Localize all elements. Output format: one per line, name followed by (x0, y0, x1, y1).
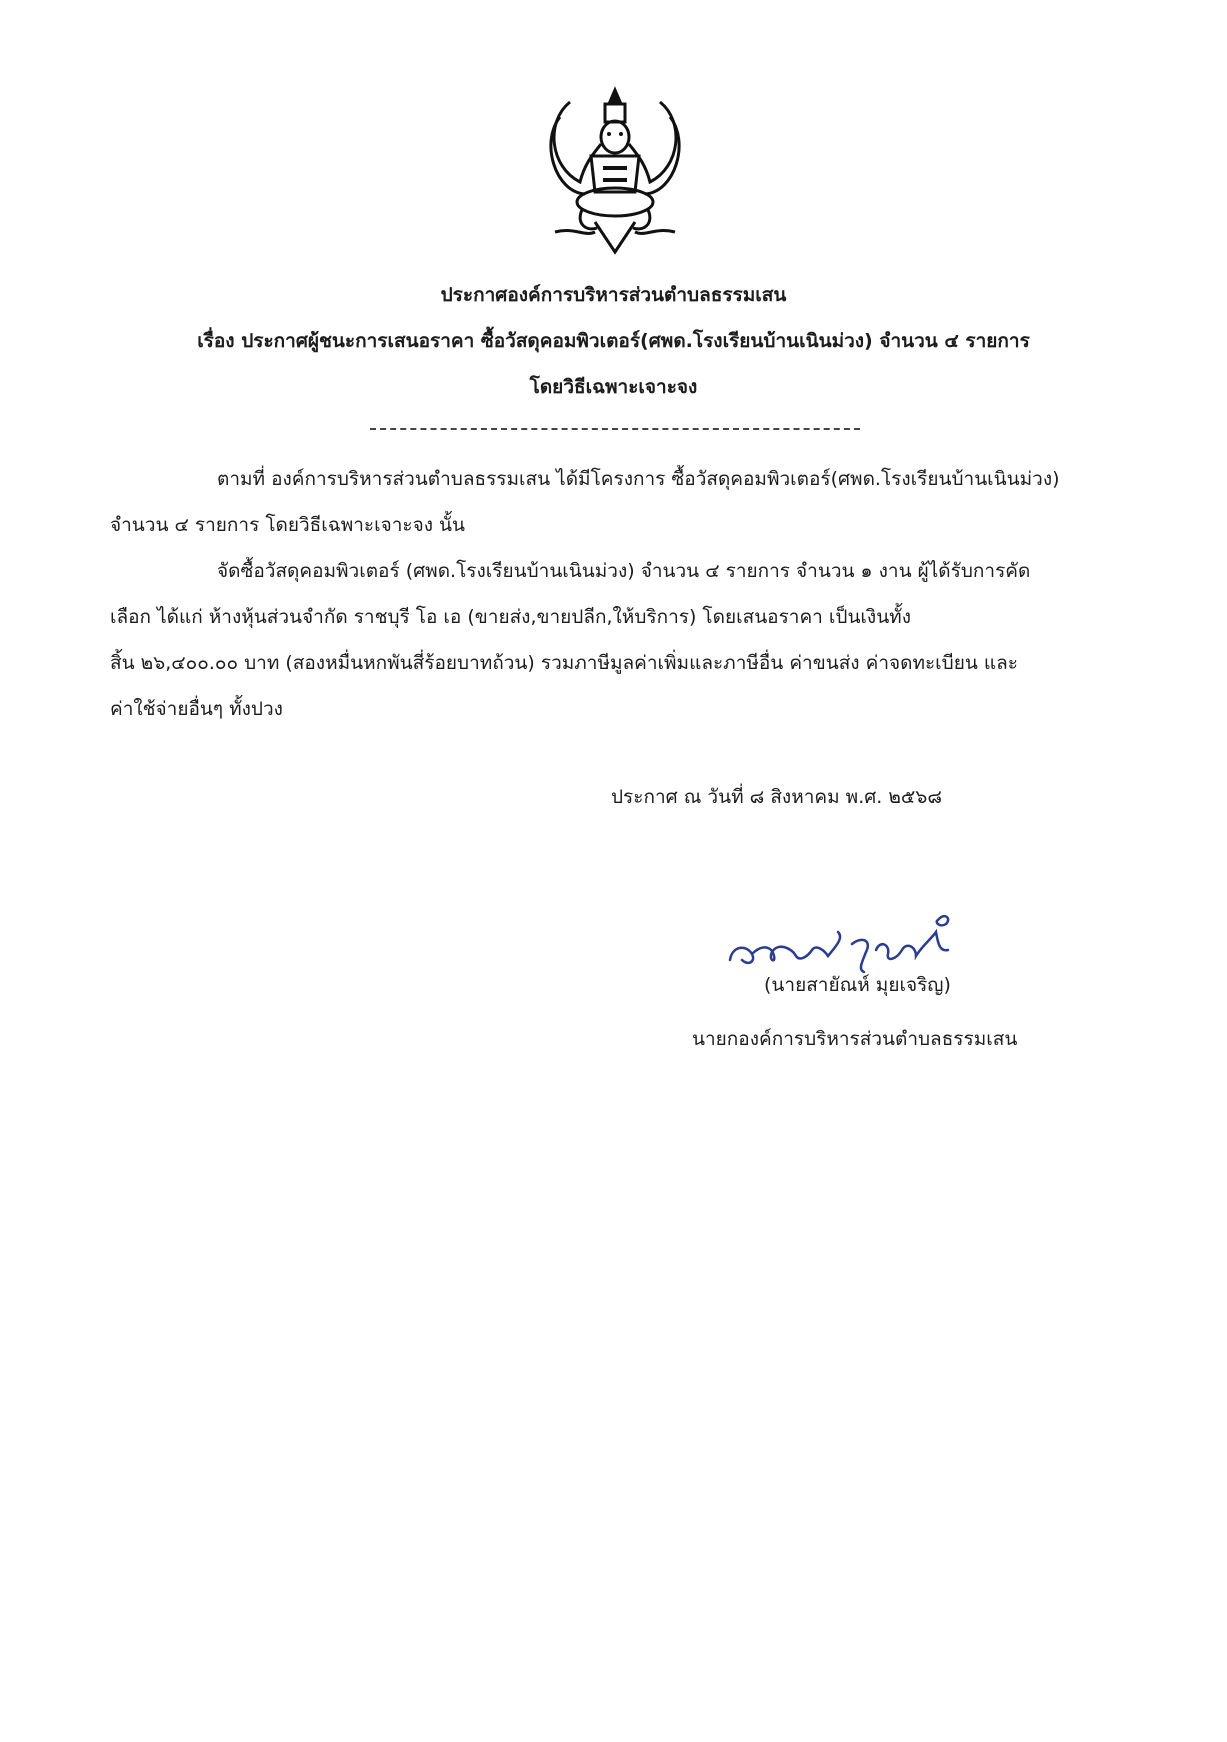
paragraph-1-line-2: จำนวน ๔ รายการ โดยวิธีเฉพาะเจาะจง นั้น (110, 514, 466, 536)
paragraph-2-line-2: เลือก ได้แก่ ห้างหุ้นส่วนจำกัด ราชบุรี โอ เอ (ขายส่ง,ขายปลีก,ให้บริการ) โดยเสนอราคา เป็นเงินทั้ง (110, 606, 911, 628)
garuda-emblem-icon (525, 82, 705, 262)
paragraph-2-line-1: จัดซื้อวัสดุคอมพิวเตอร์ (ศพด.โรงเรียนบ้านเนินม่วง) จำนวน ๔ รายการ จำนวน ๑ งาน ผู้ได้รับการคัด (217, 560, 1031, 582)
document-subject: เรื่อง ประกาศผู้ชนะการเสนอราคา ซื้อวัสดุคอมพิวเตอร์(ศพด.โรงเรียนบ้านเนินม่วง) จำนวน ๔ รายการ (197, 330, 1030, 352)
handwritten-signature (712, 900, 1012, 980)
paragraph-1-line-1: ตามที่ องค์การบริหารส่วนตำบลธรรมเสน ได้มีโครงการ ซื้อวัสดุคอมพิวเตอร์(ศพด.โรงเรียนบ้านเนินม่วง) (217, 468, 1060, 490)
document-title: ประกาศองค์การบริหารส่วนตำบลธรรมเสน (440, 284, 787, 306)
paragraph-2-line-4: ค่าใช้จ่ายอื่นๆ ทั้งปวง (110, 698, 283, 720)
dashed-divider (370, 428, 860, 430)
procurement-method: โดยวิธีเฉพาะเจาะจง (529, 376, 698, 398)
signer-name: (นายสายัณห์ มุยเจริญ) (764, 974, 951, 996)
paragraph-2-line-3: สิ้น ๒๖,๔๐๐.๐๐ บาท (สองหมื่นหกพันสี่ร้อยบาทถ้วน) รวมภาษีมูลค่าเพิ่มและภาษีอื่น ค่าขนส่ง ค่าจดทะเบียน และ (110, 652, 1018, 674)
announcement-date: ประกาศ ณ วันที่ ๘ สิงหาคม พ.ศ. ๒๕๖๘ (611, 786, 942, 808)
signer-position: นายกองค์การบริหารส่วนตำบลธรรมเสน (692, 1028, 1018, 1050)
